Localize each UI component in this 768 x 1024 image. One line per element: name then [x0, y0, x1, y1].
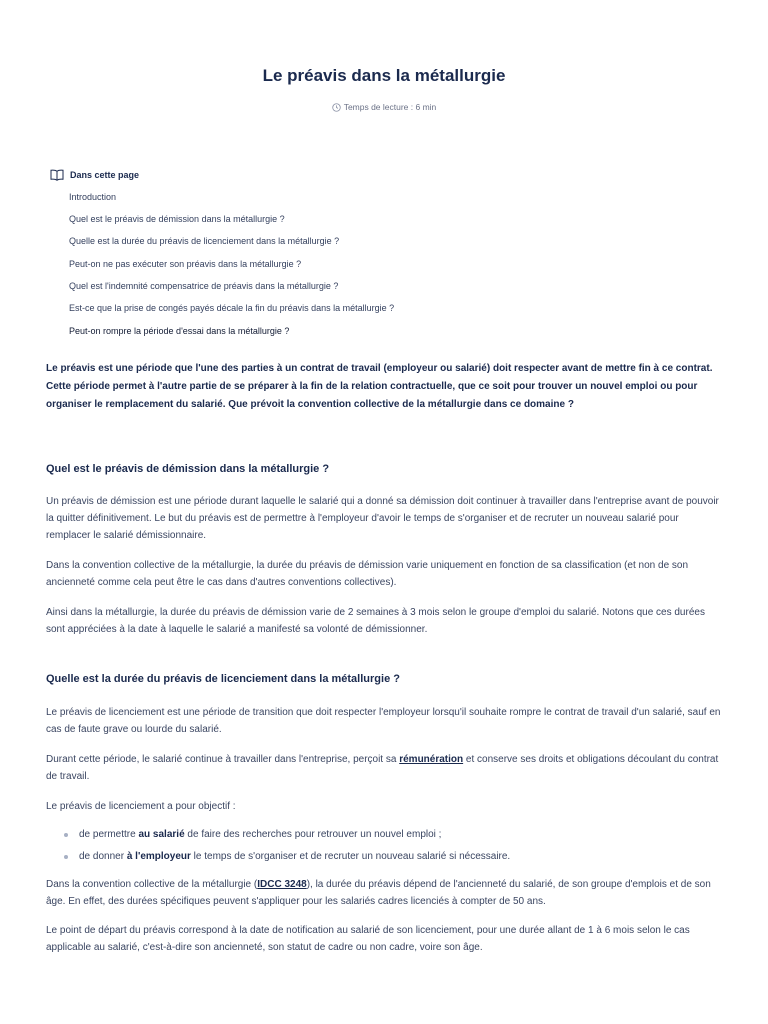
reading-time-label: Temps de lecture : 6 min	[343, 102, 437, 112]
paragraph: Le préavis de licenciement a pour objectif :	[46, 801, 236, 812]
toc-link-ne-pas-executer[interactable]: Peut-on ne pas exécuter son préavis dans la métallurgie ?	[69, 259, 302, 269]
toc-link-introduction[interactable]: Introduction	[69, 192, 117, 202]
section-heading-licenciement: Quelle est la durée du préavis de licenciement dans la métallurgie ?	[46, 673, 400, 685]
link-remuneration[interactable]: rémunération	[399, 754, 464, 765]
clock-icon	[332, 103, 341, 114]
reading-time	[0, 102, 768, 114]
list-item: de permettre au salarié de faire des recherches pour retrouver un nouvel emploi ;	[46, 824, 722, 846]
toc-link-indemnite[interactable]: Quel est l'indemnité compensatrice de préavis dans la métallurgie ?	[69, 281, 339, 291]
paragraph: Durant cette période, le salarié continue à travailler dans l'entreprise, perçoit sa rémunération et conserve ses droits et obligations découlant du contrat de travail.	[46, 754, 719, 782]
paragraph: Dans la convention collective de la métallurgie (IDCC 3248), la durée du préavis dépend de l'ancienneté du salarié, de son groupe d'emplois et de son âge. En effet, des durées spécifiques peuvent s'appliquer pour les salariés cadres licenciés à compter de 50 ans.	[46, 879, 711, 907]
section-heading-demission: Quel est le préavis de démission dans la métallurgie ?	[46, 463, 330, 475]
book-icon	[50, 169, 64, 181]
toc-heading: Dans cette page	[70, 170, 140, 180]
paragraph: Le point de départ du préavis correspond à la date de notification au salarié de son licenciement, pour une durée allant de 1 à 6 mois selon le cas applicable au salarié, c'est-à-dire son ancienneté, son statut de cadre ou non cadre, voire son âge.	[46, 925, 690, 953]
page-title: Le préavis dans la métallurgie	[262, 66, 506, 85]
table-of-contents	[50, 168, 730, 336]
objectives-list	[46, 824, 722, 868]
list-item: de donner à l'employeur le temps de s'organiser et de recruter un nouveau salarié si nécessaire.	[46, 846, 722, 868]
paragraph: Un préavis de démission est une période durant laquelle le salarié qui a donné sa démission doit continuer à travailler dans l'entreprise avant de pouvoir la quitter définitivement. Le but du préavis est de permettre à l'employeur d'avoir le temps de s'organiser et de recruter un nouveau salarié pour remplacer le salarié démissionnaire.	[46, 496, 719, 541]
intro-paragraph: Le préavis est une période que l'une des parties à un contrat de travail (employeur ou salarié) doit respecter avant de mettre fin à ce contrat. Cette période permet à l'autre partie de se préparer à la fin de la relation contractuelle, que ce soit pour trouver un nouvel emploi ou pour organiser le remplacement du salarié. Que prévoit la convention collective de la métallurgie dans ce domaine ?	[46, 363, 713, 410]
paragraph: Ainsi dans la métallurgie, la durée du préavis de démission varie de 2 semaines à 3 mois selon le groupe d'emploi du salarié. Notons que ces durées sont appréciées à la date à laquelle le salarié a manifesté sa volonté de démissionner.	[46, 607, 705, 635]
paragraph: Le préavis de licenciement est une période de transition que doit respecter l'employeur lorsqu'il souhaite rompre le contrat de travail d'un salarié, sauf en cas de faute grave ou lourde du salarié.	[46, 707, 721, 735]
toc-link-duree-licenciement[interactable]: Quelle est la durée du préavis de licenciement dans la métallurgie ?	[69, 236, 340, 246]
link-idcc-3248[interactable]: IDCC 3248	[257, 879, 307, 890]
toc-link-preavis-demission[interactable]: Quel est le préavis de démission dans la métallurgie ?	[69, 214, 285, 224]
toc-link-periode-essai[interactable]: Peut-on rompre la période d'essai dans la métallurgie ?	[69, 326, 290, 336]
toc-header	[50, 168, 730, 182]
toc-link-conges-payes[interactable]: Est-ce que la prise de congés payés décale la fin du préavis dans la métallurgie ?	[69, 303, 395, 313]
paragraph: Dans la convention collective de la métallurgie, la durée du préavis de démission varie uniquement en fonction de sa classification (et non de son ancienneté comme cela peut être le cas dans d'autres conventions collectives).	[46, 560, 689, 588]
